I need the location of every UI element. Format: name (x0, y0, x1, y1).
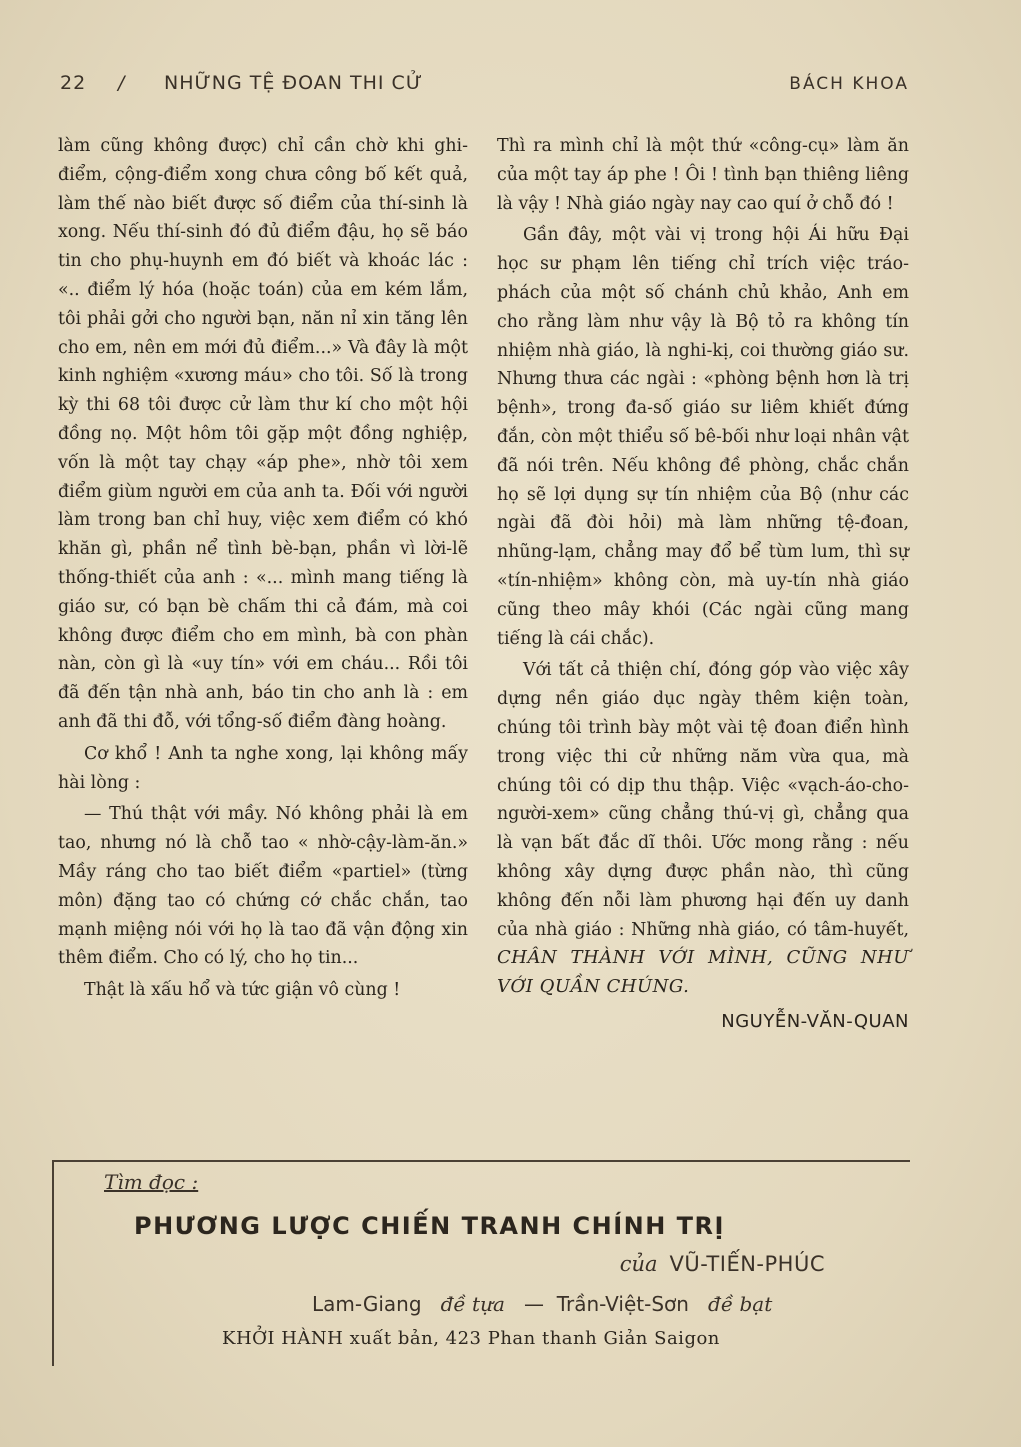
paragraph (497, 656, 909, 1002)
preface-role: đề tựa (440, 1292, 505, 1316)
publisher-address: xuất bản, 423 Phan thanh Giản Saigon (349, 1328, 720, 1349)
preface-author: Lam-Giang (312, 1292, 422, 1316)
header-separator: / (118, 72, 126, 94)
magazine-name: BÁCH KHOA (789, 74, 909, 94)
paragraph: Cơ khổ ! Anh ta nghe xong, lại không mấy hài lòng : (58, 743, 468, 793)
running-title: NHỮNG TỆ ĐOAN THI CỬ (164, 72, 424, 94)
left-column (58, 132, 468, 1005)
paragraph: Thì ra mình chỉ là một thứ «công-cụ» làm ăn của một tay áp phe ! Ôi ! tình bạn thiêng liêng là vậy ! Nhà giáo ngày nay cao quí ở chỗ đó ! (497, 136, 909, 214)
author-prefix: của (619, 1252, 658, 1276)
author-signature: NGUYỄN-VĂN-QUAN (721, 1010, 909, 1032)
intro-author: Trần-Việt-Sơn (556, 1292, 689, 1316)
paragraph: Gần đây, một vài vị trong hội Ái hữu Đại học sư phạm lên tiếng chỉ trích việc tráo-phách của một số chánh chủ khảo, Anh em cho rằng làm như vậy là Bộ tỏ ra không tín nhiệm nhà giáo, là nghi-kị, coi thường giáo sư. Nhưng thưa các ngài : «phòng bệnh hơn là trị bệnh», trong đa-số giáo sư liêm khiết đứng đắn, còn một thiểu số bê-bối như loại nhân vật đã nói trên. Nếu không đề phòng, chắc chắn họ sẽ lợi dụng sự tín nhiệm của Bộ (như các ngài đã đòi hỏi) mà làm những tệ-đoan, nhũng-lạm, chẳng may đổ bể tùm lum, thì sự «tín-nhiệm» không còn, mà uy-tín nhà giáo cũng theo mây khói (Các ngài cũng mang tiếng là cái chắc). (497, 225, 909, 649)
credit-dash: — (523, 1292, 544, 1316)
ad-label: Tìm đọc : (104, 1170, 199, 1194)
paragraph-text: Với tất cả thiện chí, đóng góp vào việc xây dựng nền giáo dục ngày thêm kiện toàn, chúng tôi trình bày một vài tệ đoan điển hình trong việc thi cử những năm vừa qua, mà chúng tôi có dịp thu thập. Việc «vạch-áo-cho-người-xem» cũng chẳng thú-vị gì, chẳng qua là vạn bất đắc dĩ thôi. Ước mong rằng : nếu không xây dựng được phần nào, thì cũng không đến nỗi làm phương hại đến uy danh của nhà giáo : Những nhà giáo, có tâm-huyết, (497, 660, 909, 940)
book-title: PHƯƠNG LƯỢC CHIẾN TRANH CHÍNH TRỊ (134, 1212, 725, 1240)
book-author (620, 1252, 825, 1276)
publisher-name: KHỞI HÀNH (222, 1328, 344, 1349)
paragraph: Thật là xấu hổ và tức giận vô cùng ! (84, 980, 401, 1001)
closing-emphasis: CHÂN THÀNH VỚI MÌNH, CŨNG NHƯ VỚI QUẦN CHÚNG. (497, 947, 909, 998)
page-number: 22 (60, 72, 87, 94)
book-credits (312, 1292, 772, 1316)
intro-role: đề bạt (708, 1292, 773, 1316)
author-name: VŨ-TIẾN-PHÚC (669, 1252, 825, 1276)
paragraph: — Thú thật với mầy. Nó không phải là em tao, nhưng nó là chỗ tao « nhờ-cậy-làm-ăn.» Mầy ráng cho tao biết điểm «partiel» (từng môn) đặng tao có chứng cớ chắc chắn, tao mạnh miệng nói với họ là tao đã vận động xin thêm điểm. Cho có lý, cho họ tin... (58, 804, 468, 969)
right-column (497, 132, 909, 1037)
paragraph: làm cũng không được) chỉ cần chờ khi ghi-điểm, cộng-điểm xong chưa công bố kết quả, làm thế nào biết được số điểm của thí-sinh là xong. Nếu thí-sinh đó đủ điểm đậu, họ sẽ báo tin cho phụ-huynh em đó biết và khoác lác : «.. điểm lý hóa (hoặc toán) của em kém lắm, tôi phải gởi cho người bạn, năn nỉ xin tăng lên cho em, nên em mới đủ điểm...» Và đây là một kinh nghiệm «xương máu» cho tôi. Số là trong kỳ thi 68 tôi được cử làm thư kí cho một hội đồng nọ. Một hôm tôi gặp một đồng nghiệp, vốn là một tay chạy «áp phe», nhờ tôi xem điểm giùm người em của anh ta. Đối với người làm trong ban chỉ huy, việc xem điểm có khó khăn gì, phần nể tình bè-bạn, phần vì lời-lẽ thống-thiết của anh : «... mình mang tiếng là giáo sư, có bạn bè chấm thi cả đám, mà coi không được điểm cho em mình, bà con phàn nàn, còn gì là «uy tín» với em cháu... Rồi tôi đã đến tận nhà anh, báo tin cho anh là : em anh đã thi đỗ, với tổng-số điểm đàng hoàng. (58, 136, 468, 732)
publisher-line (222, 1328, 720, 1349)
page-header (60, 72, 909, 102)
